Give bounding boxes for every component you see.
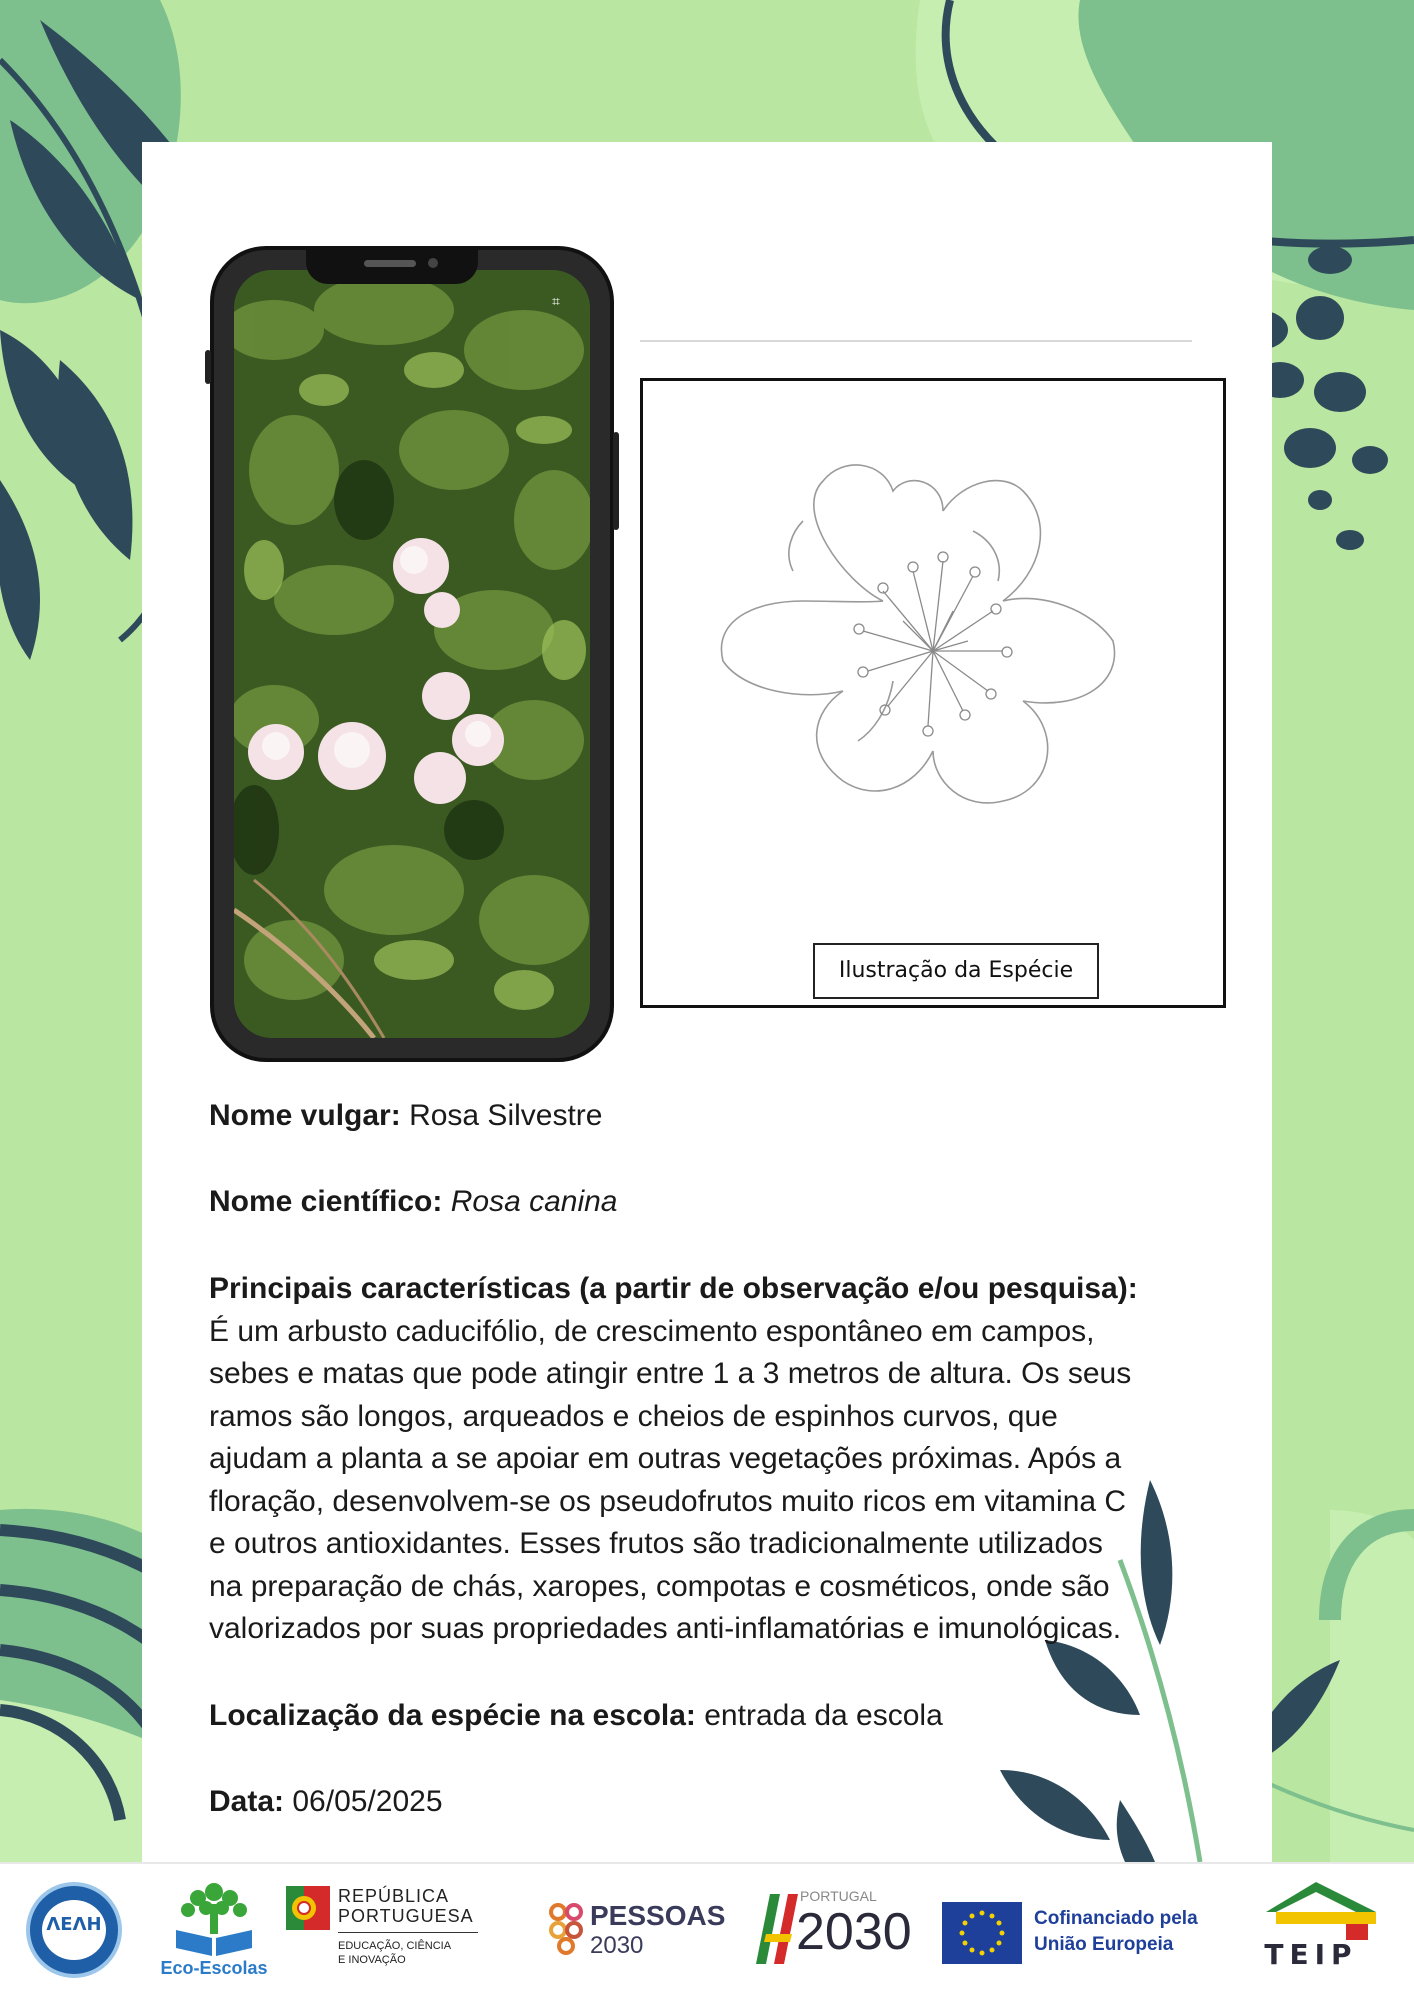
teip-logo: TEIP bbox=[1256, 1882, 1386, 1992]
scientific-name-label: Nome científico: bbox=[209, 1185, 443, 1218]
rose-bush-photo bbox=[234, 270, 590, 1038]
eco-escolas-logo: Eco-Escolas bbox=[164, 1878, 264, 1988]
common-name-row bbox=[209, 1094, 1209, 1137]
eu-cofinanced-logo: Cofinanciado pela União Europeia bbox=[942, 1902, 1202, 1968]
characteristics-text: É um arbusto caducifólio, de crescimento espontâneo em campos, sebes e matas que pode atingir entre 1 a 3 metros de altura. Os seus ramos são longos, arqueados e cheios de espinhos curvos, que ajudam a planta a se apoiar em outras vegetações próximas. Após a floração, desenvolvem-se os pseudofrutos muito ricos em vitamina C e outros antioxidantes. Esses frutos são tradicionalmente utilizados na preparação de chás, xaropes, compotas e cosméticos, onde são valorizados por suas propriedades anti-inflamatórias e imunológicas. bbox=[209, 1314, 1132, 1645]
characteristics-label: Principais características (a partir de observação e/ou pesquisa): bbox=[209, 1272, 1138, 1305]
date-row bbox=[209, 1780, 1209, 1823]
republica-portuguesa-logo: REPÚBLICA PORTUGUESA EDUCAÇÃO, CIÊNCIA E INOVAÇÃO bbox=[286, 1886, 486, 1986]
phone-power-button bbox=[613, 432, 619, 530]
scientific-name-row bbox=[209, 1180, 1209, 1223]
location-label: Localização da espécie na escola: bbox=[209, 1699, 696, 1732]
phone-frame bbox=[210, 246, 614, 1062]
crop-icon: ⌗ bbox=[552, 294, 560, 310]
common-name-label: Nome vulgar: bbox=[209, 1099, 401, 1132]
location-row bbox=[209, 1694, 1209, 1737]
species-photo bbox=[234, 270, 590, 1038]
tree-book-icon bbox=[164, 1878, 264, 1958]
common-name-value: Rosa Silvestre bbox=[409, 1099, 603, 1132]
portugal-emblem-icon bbox=[286, 1886, 330, 1930]
portugal-2030-logo: PORTUGAL 2030 bbox=[752, 1888, 912, 1978]
date-value: 06/05/2025 bbox=[292, 1785, 443, 1818]
teip-emblem-icon bbox=[1256, 1882, 1386, 1942]
illustration-caption: Ilustração da Espécie bbox=[813, 943, 1099, 999]
flower-sketch bbox=[643, 381, 1223, 921]
eu-flag-icon bbox=[942, 1902, 1022, 1964]
footer-logos bbox=[0, 1862, 1414, 2000]
scientific-name-value: Rosa canina bbox=[450, 1185, 618, 1218]
portugal-2030-flag-icon bbox=[752, 1894, 802, 1964]
location-value: entrada da escola bbox=[704, 1699, 943, 1732]
characteristics-section bbox=[209, 1268, 1209, 1651]
date-label: Data: bbox=[209, 1785, 285, 1818]
phone-notch bbox=[306, 250, 478, 284]
divider-line bbox=[640, 340, 1192, 342]
aeah-logo: ΛΕΛΗ bbox=[26, 1882, 122, 1978]
phone-side-button bbox=[205, 350, 211, 384]
pessoas-2030-logo: PESSOAS 2030 bbox=[546, 1900, 716, 1970]
illustration-frame bbox=[640, 378, 1226, 1008]
pessoas-flower-icon bbox=[546, 1900, 586, 1956]
